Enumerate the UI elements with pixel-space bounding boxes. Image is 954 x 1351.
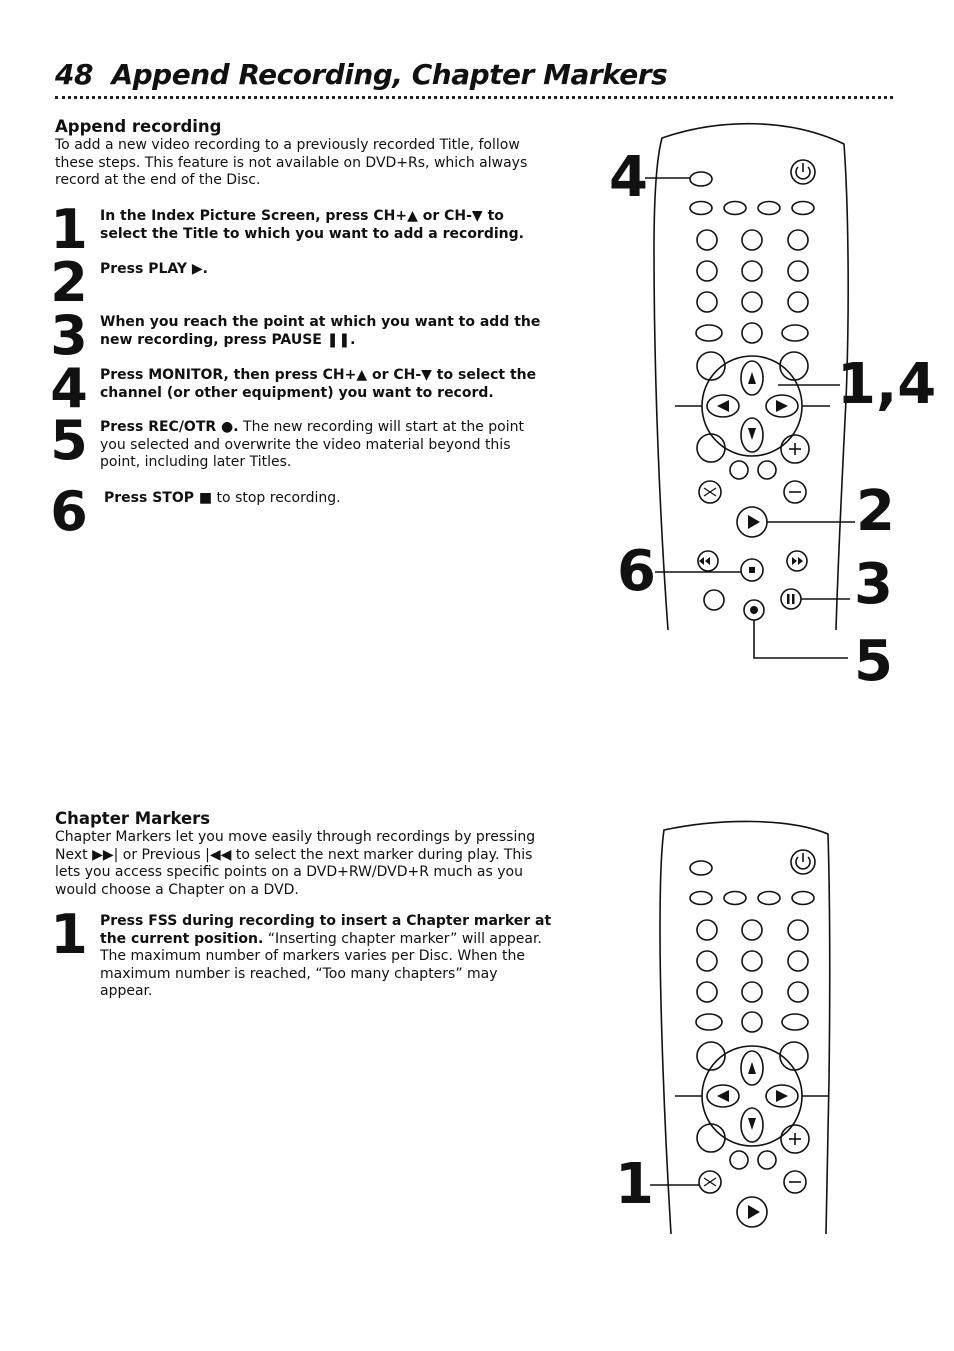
append-step-5-number: 5 xyxy=(50,409,86,472)
chapter-intro: Chapter Markers let you move easily through recordings by pressing Next ▶▶| or Previous |◀◀ to select the next marker during play. This lets you access specific points on a DVD+RW/DVD+R much as you would choose a Chapter on a DVD. xyxy=(55,829,536,898)
append-heading: Append recording xyxy=(55,117,222,136)
append-step-3-text: When you reach the point at which you want to add the new recording, press PAUSE ❚❚. xyxy=(100,314,541,348)
append-step-6-number: 6 xyxy=(50,480,86,543)
callout-4: 4 xyxy=(609,145,648,210)
chapter-step-1-number: 1 xyxy=(50,903,86,966)
append-step-1-number: 1 xyxy=(50,198,86,261)
header-divider xyxy=(55,96,893,99)
append-step-2-number: 2 xyxy=(50,251,86,314)
callout-1-4: 1,4 xyxy=(837,352,937,417)
callout-3: 3 xyxy=(854,552,893,617)
page-title: Append Recording, Chapter Markers xyxy=(111,58,668,91)
append-intro: To add a new video recording to a previously recorded Title, follow these steps. This feature is not available on DVD+Rs, which always record at the end of the Disc. xyxy=(55,137,528,188)
callout-6: 6 xyxy=(617,539,656,604)
callout-5: 5 xyxy=(854,629,893,694)
append-step-4-text: Press MONITOR, then press CH+▲ or CH-▼ to select the channel (or other equipment) you want to record. xyxy=(100,367,537,401)
append-step-3-number: 3 xyxy=(50,304,86,367)
callout-2: 2 xyxy=(856,479,895,544)
append-step-2-text: Press PLAY ▶. xyxy=(100,261,208,277)
chapter-step-1-text: Press FSS during recording to insert a Chapter marker at the current position. “Inserting chapter marker” will appear. The maximum number of markers varies per Disc. When the maximum number is reached, “Too many chapters” may appear. xyxy=(100,913,552,999)
page-number: 48 xyxy=(55,58,93,91)
page-header xyxy=(55,58,667,91)
append-step-1-text: In the Index Picture Screen, press CH+▲ or CH-▼ to select the Title to which you want to add a recording. xyxy=(100,208,524,242)
chapter-heading: Chapter Markers xyxy=(55,809,211,828)
append-step-4-number: 4 xyxy=(50,357,86,420)
append-step-5-text: Press REC/OTR ●. The new recording will start at the point you selected and overwrite the video material beyond this point, including later Titles. xyxy=(100,419,524,470)
append-step-6-text: Press STOP ■ to stop recording. xyxy=(104,490,341,506)
callout-chapter-1: 1 xyxy=(615,1152,654,1217)
